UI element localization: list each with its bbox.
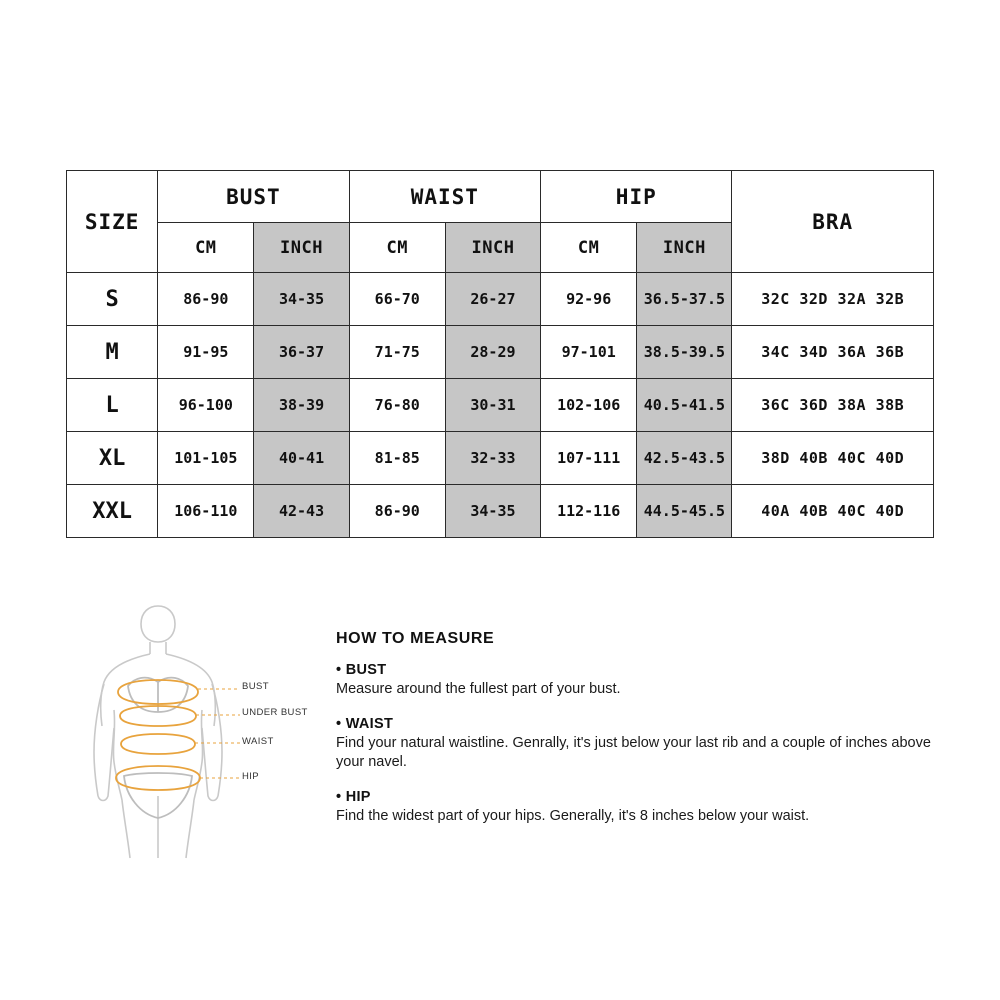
cell-waist-cm: 86-90 [349,485,445,538]
measure-item-bust-title: • BUST [336,662,387,678]
cell-hip-inch: 44.5-45.5 [637,485,732,538]
cell-waist-inch: 28-29 [445,326,540,379]
cell-size: XXL [67,485,158,538]
header-size: SIZE [67,171,158,273]
header-bra: BRA [732,171,934,273]
measure-item-waist-text: Find your natural waistline. Genrally, it's just below your last rib and a couple of inches above your navel. [336,734,931,771]
measure-item-hip-title: • HIP [336,788,371,805]
how-to-measure-text [336,630,961,826]
how-to-measure-title: HOW TO MEASURE [336,630,495,647]
cell-bust-inch: 36-37 [254,326,349,379]
body-figure-illustration [80,600,308,860]
cell-waist-inch: 26-27 [445,273,540,326]
cell-waist-cm: 81-85 [349,432,445,485]
size-chart-container [66,170,934,538]
cell-waist-cm: 71-75 [349,326,445,379]
measure-item-hip-text: Find the widest part of your hips. Generally, it's 8 inches below your waist. [336,807,810,824]
table-row [67,273,934,326]
header-bust-inch: INCH [254,223,349,273]
cell-bust-inch: 42-43 [254,485,349,538]
cell-size: M [67,326,158,379]
cell-waist-inch: 30-31 [445,379,540,432]
figure-label-waist: WAIST [242,736,274,747]
measure-item-bust-text: Measure around the fullest part of your bust. [336,681,621,697]
cell-bust-cm: 86-90 [158,273,254,326]
cell-bra: 34C 34D 36A 36B [732,326,934,379]
cell-waist-inch: 34-35 [445,485,540,538]
header-waist-inch: INCH [445,223,540,273]
figure-label-bust: BUST [242,681,269,692]
cell-waist-cm: 76-80 [349,379,445,432]
cell-size: L [67,379,158,432]
table-row [67,379,934,432]
cell-size: S [67,273,158,326]
figure-label-hip: HIP [242,771,260,782]
header-hip: HIP [541,171,732,223]
cell-hip-inch: 40.5-41.5 [637,379,732,432]
cell-waist-cm: 66-70 [349,273,445,326]
cell-bra: 38D 40B 40C 40D [732,432,934,485]
cell-size: XL [67,432,158,485]
cell-hip-inch: 42.5-43.5 [637,432,732,485]
header-waist: WAIST [349,171,540,223]
cell-bust-inch: 34-35 [254,273,349,326]
cell-hip-inch: 36.5-37.5 [637,273,732,326]
cell-bust-inch: 40-41 [254,432,349,485]
cell-bust-cm: 96-100 [158,379,254,432]
size-chart-table [66,170,934,538]
cell-bra: 40A 40B 40C 40D [732,485,934,538]
header-waist-cm: CM [349,223,445,273]
cell-hip-cm: 112-116 [541,485,637,538]
header-bust: BUST [158,171,349,223]
cell-bra: 36C 36D 38A 38B [732,379,934,432]
cell-hip-cm: 107-111 [541,432,637,485]
measure-item-waist-title: • WAIST [336,715,394,732]
cell-bra: 32C 32D 32A 32B [732,273,934,326]
header-hip-cm: CM [541,223,637,273]
table-row [67,326,934,379]
cell-bust-cm: 106-110 [158,485,254,538]
cell-bust-inch: 38-39 [254,379,349,432]
cell-hip-cm: 97-101 [541,326,637,379]
table-header-groups [67,171,934,223]
header-bust-cm: CM [158,223,254,273]
cell-hip-cm: 92-96 [541,273,637,326]
figure-label-under-bust: UNDER BUST [242,707,308,718]
table-row [67,485,934,538]
table-row [67,432,934,485]
cell-bust-cm: 91-95 [158,326,254,379]
cell-hip-cm: 102-106 [541,379,637,432]
cell-hip-inch: 38.5-39.5 [637,326,732,379]
header-hip-inch: INCH [637,223,732,273]
cell-waist-inch: 32-33 [445,432,540,485]
cell-bust-cm: 101-105 [158,432,254,485]
